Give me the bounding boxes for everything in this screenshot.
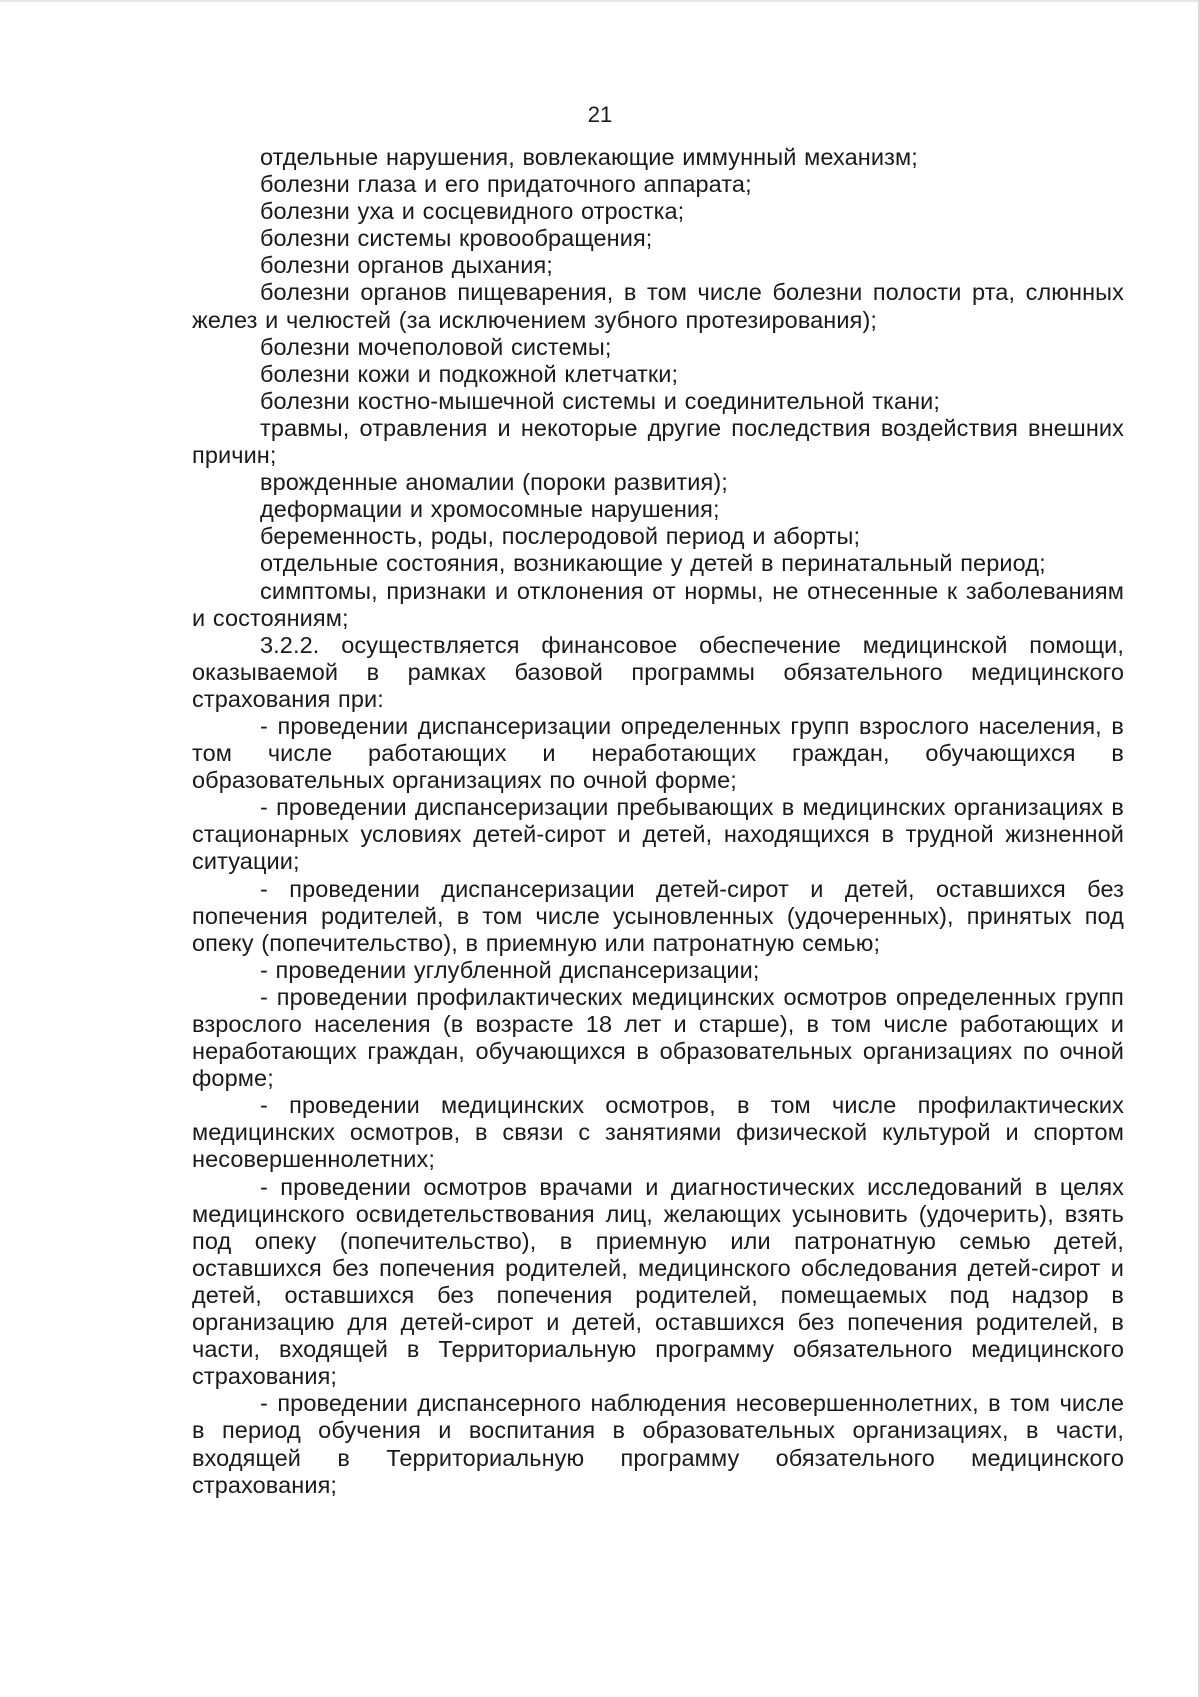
list-item: болезни кожи и подкожной клетчатки;: [260, 360, 679, 387]
bullet-paragraph: - проведении диспансеризации детей-сирот и детей, оставшихся без попечения родителей, в том числе усыновленных (удочеренных), принятых под опеку (попечительство), в приемную или патронатную семью;: [192, 875, 1124, 956]
list-item: деформации и хромосомные нарушения;: [260, 496, 720, 523]
bullet-paragraph: - проведении диспансеризации определенных групп взрослого населения, в том числе работающих и неработающих граждан, обучающихся в образовательных организациях по очной форме;: [192, 712, 1124, 794]
bullet-paragraph: - проведении диспансерного наблюдения несовершеннолетних, в том числе в период обучения и воспитания в образовательных организациях, в части, входящей в Территориальную программу обязательного медицинского страхования;: [192, 1390, 1124, 1498]
list-item: болезни органов дыхания;: [260, 252, 553, 279]
list-item: болезни системы кровообращения;: [260, 225, 653, 252]
bullet-paragraph: - проведении углубленной диспансеризации;: [260, 956, 760, 983]
list-item: беременность, роды, послеродовой период и аборты;: [260, 523, 861, 550]
list-item: болезни мочеполовой системы;: [260, 333, 612, 360]
bullet-paragraph: - проведении медицинских осмотров, в том числе профилактических медицинских осмотров, в связи с занятиями физической культурой и спортом несовершеннолетних;: [192, 1092, 1124, 1173]
bullet-paragraph: - проведении осмотров врачами и диагностических исследований в целях медицинского освидетельствования лиц, желающих усыновить (удочерить), взять под опеку (попечительство), в приемную или патронатную семью детей, оставшихся без попечения родителей, медицинского обследования детей-сирот и детей, оставшихся без попечения родителей, помещаемых под надзор в организацию для детей-сирот и детей, оставшихся без попечения родителей, в части, входящей в Территориальную программу обязательного медицинского страхования;: [192, 1173, 1124, 1390]
document-body: [192, 144, 1124, 1499]
list-item: болезни органов пищеварения, в том числе болезни полости рта, слюнных желез и челюстей (за исключением зубного протезирования);: [192, 279, 1124, 333]
list-item: врожденные аномалии (пороки развития);: [260, 469, 728, 496]
list-item: болезни глаза и его придаточного аппарата;: [260, 171, 752, 198]
list-item: отдельные состояния, возникающие у детей в перинатальный период;: [260, 550, 1046, 577]
list-item: травмы, отравления и некоторые другие последствия воздействия внешних причин;: [192, 414, 1124, 469]
list-item: симптомы, признаки и отклонения от нормы, не отнесенные к заболеваниям и состояниям;: [192, 577, 1124, 631]
list-item: болезни уха и сосцевидного отростка;: [260, 198, 685, 225]
page-number: 21: [587, 102, 613, 127]
bullet-paragraph: - проведении диспансеризации пребывающих в медицинских организациях в стационарных условиях детей-сирот и детей, находящихся в трудной жизненной ситуации;: [192, 794, 1124, 875]
bullet-paragraph: - проведении профилактических медицинских осмотров определенных групп взрослого населения (в возрасте 18 лет и старше), в том числе работающих и неработающих граждан, обучающихся в образовательных организациях по очной форме;: [192, 983, 1124, 1092]
section-paragraph: 3.2.2. осуществляется финансовое обеспечение медицинской помощи, оказываемой в рамках базовой программы обязательного медицинского страхования при:: [192, 631, 1124, 712]
list-item: отдельные нарушения, вовлекающие иммунный механизм;: [260, 144, 918, 170]
list-item: болезни костно-мышечной системы и соединительной ткани;: [260, 387, 941, 414]
scan-top-edge: [0, 0, 1200, 2]
